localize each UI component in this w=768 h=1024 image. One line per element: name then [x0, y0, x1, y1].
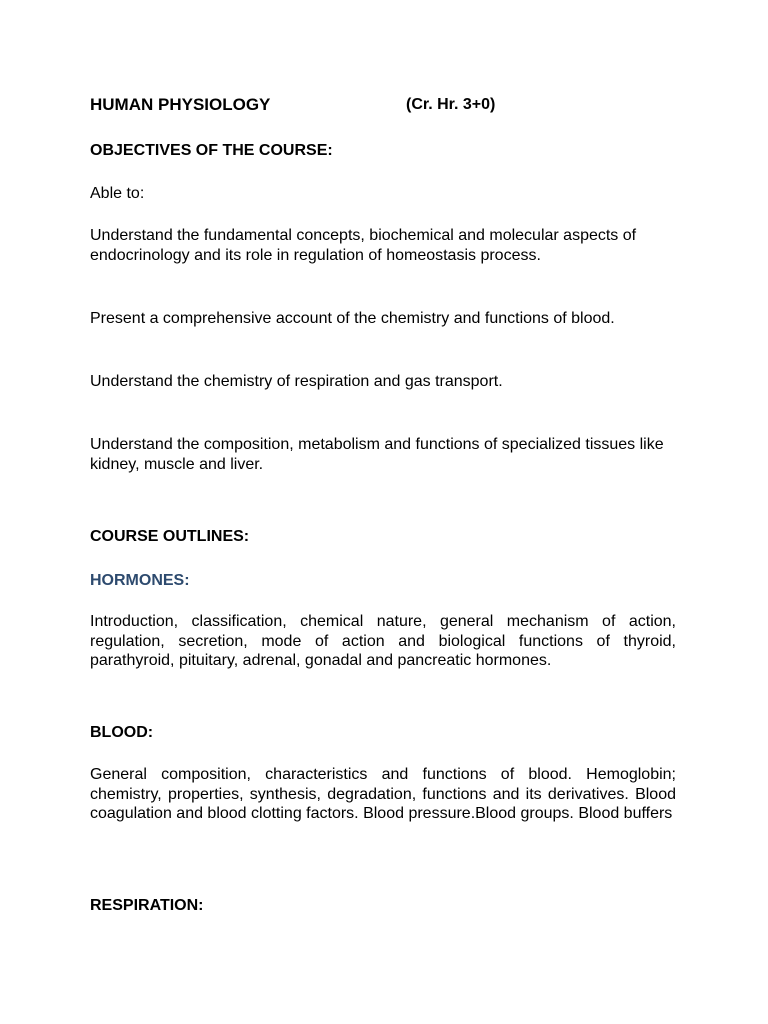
- objectives-heading: OBJECTIVES OF THE COURSE:: [90, 142, 333, 159]
- objective-item: Present a comprehensive account of the chemistry and functions of blood.: [90, 310, 615, 327]
- credit-hours: (Cr. Hr. 3+0): [406, 96, 496, 113]
- blood-text: General composition, characteristics and functions of blood. Hemoglobin; chemistry, properties, synthesis, degradation, functions and its derivatives. Blood coagulation and blood clotting factors. Blood pressure.Blood groups. Blood buffers: [90, 766, 676, 822]
- course-title: HUMAN PHYSIOLOGY: [90, 95, 271, 114]
- hormones-text: Introduction, classification, chemical nature, general mechanism of action, regulation, secretion, mode of action and biological functions of thyroid, parathyroid, pituitary, adrenal, gonadal and pancreatic hormones.: [90, 613, 676, 669]
- hormones-heading: HORMONES:: [90, 572, 190, 589]
- respiration-heading: RESPIRATION:: [90, 897, 204, 914]
- objective-item: Understand the composition, metabolism and functions of specialized tissues like kidney, muscle and liver.: [90, 436, 664, 473]
- objective-item: Understand the fundamental concepts, biochemical and molecular aspects of endocrinology and its role in regulation of homeostasis process.: [90, 227, 637, 264]
- outlines-heading: COURSE OUTLINES:: [90, 528, 250, 545]
- able-to-text: Able to:: [90, 185, 145, 202]
- blood-heading: BLOOD:: [90, 724, 154, 741]
- objective-item: Understand the chemistry of respiration and gas transport.: [90, 373, 503, 390]
